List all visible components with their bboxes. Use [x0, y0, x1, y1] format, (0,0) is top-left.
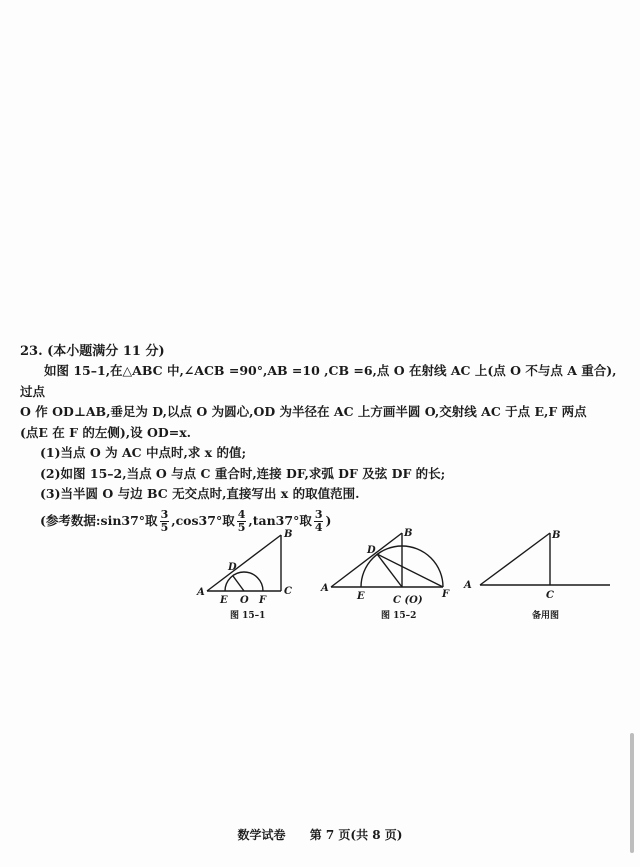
question-header: [20, 340, 165, 359]
label-d: D: [228, 562, 237, 573]
question-stem-line-3: (点E 在 F 的左侧),设 OD=x.: [20, 424, 191, 440]
label-o: O: [240, 595, 249, 605]
label-c: C: [284, 586, 292, 597]
segment-cd: [377, 554, 402, 587]
segment-od: [233, 576, 244, 591]
cos-numerator: 4: [237, 507, 246, 521]
cos-label: ,cos37°取: [171, 512, 235, 528]
figure-backup-diagram: [476, 525, 616, 605]
question-stem-line-2: O 作 OD⊥AB,垂足为 D,以点 O 为圆心,OD 为半径在 AC 上方画半圆 O,交射线 AC 于点 E,F 两点: [20, 404, 587, 419]
figure-15-2: [318, 525, 458, 605]
label-a: A: [464, 580, 472, 591]
figure-15-2-diagram: [318, 525, 458, 605]
figure-backup: [476, 525, 616, 605]
footer-subject: 数学试卷: [237, 828, 286, 842]
tan-denominator: 4: [314, 520, 323, 534]
label-a: A: [197, 587, 205, 598]
segment-df: [377, 554, 443, 587]
label-e: E: [357, 591, 365, 602]
label-f: F: [259, 595, 267, 605]
figure-backup-label-a: [460, 573, 480, 593]
question-part-3: (3)当半圆 O 与边 BC 无交点时,直接写出 x 的取值范围.: [40, 486, 360, 501]
label-b: B: [552, 530, 561, 541]
label-c-o: C (O): [393, 595, 423, 605]
figure-15-2-caption: 图 15–2: [381, 611, 417, 621]
semicircle-o: [225, 572, 263, 591]
label-f: F: [442, 589, 450, 600]
cos-denominator: 5: [237, 520, 246, 534]
question-number: 23.: [20, 344, 43, 359]
reference-suffix: ): [325, 512, 332, 528]
sin-denominator: 5: [160, 520, 169, 534]
label-b: B: [404, 528, 413, 539]
label-e: E: [220, 595, 228, 605]
sin-numerator: 3: [160, 507, 169, 521]
figure-15-1-caption: 图 15–1: [230, 611, 266, 621]
scrollbar[interactable]: [630, 733, 634, 853]
sin-fraction: [160, 509, 170, 534]
label-a: A: [321, 583, 329, 594]
question-stem-line-1: 如图 15–1,在△ABC 中,∠ACB =90°,AB =10 ,CB =6,点 O 在射线 AC 上(点 O 不与点 A 重合),过点: [20, 363, 617, 399]
tan-label: ,tan37°取: [248, 512, 312, 528]
question-score-note: (本小题满分 11 分): [47, 344, 165, 359]
segment-ab: [331, 533, 402, 587]
question-part-2: (2)如图 15–2,当点 O 与点 C 重合时,连接 DF,求弧 DF 及弦 DF 的长;: [40, 465, 446, 481]
footer-page-number: 第 7 页(共 8 页): [309, 828, 403, 842]
label-c: C: [546, 590, 554, 601]
figure-15-1-diagram: [195, 525, 305, 605]
figure-backup-caption: 备用图: [532, 611, 560, 621]
tan-numerator: 3: [314, 507, 323, 521]
reference-prefix: (参考数据:sin37°取: [40, 512, 158, 528]
segment-ab: [480, 533, 550, 585]
figure-15-1: [195, 525, 305, 605]
label-b: B: [284, 529, 293, 540]
question-part-1: (1)当点 O 为 AC 中点时,求 x 的值;: [40, 445, 247, 460]
question-body: [20, 361, 624, 534]
segment-ab: [207, 535, 281, 591]
page-footer: [0, 826, 640, 843]
label-d: D: [367, 545, 376, 556]
